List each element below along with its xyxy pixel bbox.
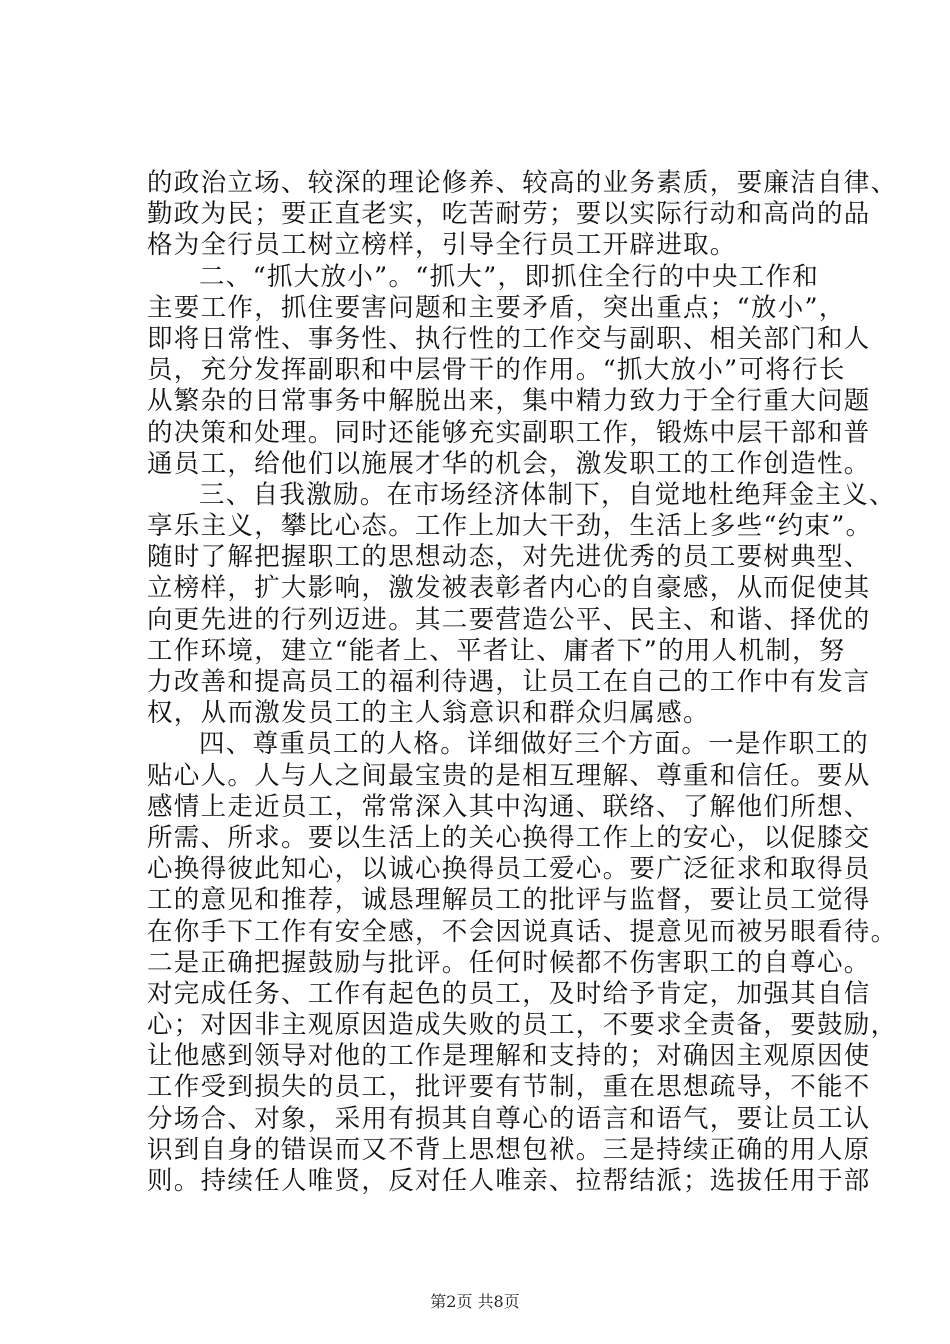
text-line: 勤政为民；要正直老实，吃苦耐劳；要以实际行动和高尚的品	[147, 199, 871, 230]
text-line: 感情上走近员工，常常深入其中沟通、联络、了解他们所想、	[147, 791, 871, 822]
text-line: 权，从而激发员工的主人翁意识和群众归属感。	[147, 698, 710, 729]
body-text	[147, 168, 898, 1197]
text-line: 二、“抓大放小”。“抓大”，即抓住全行的中央工作和	[199, 261, 820, 292]
text-line: 二是正确把握鼓励与批评。任何时候都不伤害职工的自尊心。	[147, 947, 871, 978]
text-line: 员，充分发挥副职和中层骨干的作用。“抓大放小”可将行长	[147, 355, 846, 386]
text-line: 的决策和处理。同时还能够充实副职工作，锻炼中层干部和普	[147, 417, 871, 448]
text-line: 所需、所求。要以生活上的关心换得工作上的安心，以促膝交	[147, 822, 871, 853]
text-line: 从繁杂的日常事务中解脱出来，集中精力致力于全行重大问题	[147, 386, 871, 417]
page-footer	[0, 1292, 950, 1312]
text-line: 贴心人。人与人之间最宝贵的是相互理解、尊重和信任。要从	[147, 760, 871, 791]
text-line: 心；对因非主观原因造成失败的员工，不要求全责备，要鼓励，	[147, 1010, 898, 1041]
text-line: 工作受到损失的员工，批评要有节制，重在思想疏导，不能不	[147, 1072, 871, 1103]
text-line: 分场合、对象，采用有损其自尊心的语言和语气，要让员工认	[147, 1103, 871, 1134]
text-line: 三、自我激励。在市场经济体制下，自觉地杜绝拜金主义、	[199, 479, 896, 510]
text-line: 则。持续任人唯贤，反对任人唯亲、拉帮结派；选拔任用于部	[147, 1166, 871, 1196]
text-line: 主要工作，抓住要害问题和主要矛盾，突出重点；“放小”，	[147, 292, 846, 323]
text-line: 享乐主义，攀比心态。工作上加大干劲，生活上多些“约束”。	[147, 511, 873, 542]
text-line: 的政治立场、较深的理论修养、较高的业务素质，要廉洁自律、	[147, 168, 898, 198]
text-line: 对完成任务、工作有起色的员工，及时给予肯定，加强其自信	[147, 978, 871, 1009]
text-line: 心换得彼此知心，以诚心换得员工爱心。要广泛征求和取得员	[147, 854, 871, 885]
text-line: 即将日常性、事务性、执行性的工作交与副职、相关部门和人	[147, 323, 871, 354]
text-line: 通员工，给他们以施展才华的机会，激发职工的工作创造性。	[147, 448, 871, 479]
text-line: 让他感到领导对他的工作是理解和支持的；对确因主观原因使	[147, 1041, 871, 1072]
text-line: 力改善和提高员工的福利待遇，让员工在自己的工作中有发言	[147, 667, 871, 697]
text-line: 随时了解把握职工的思想动态，对先进优秀的员工要树典型、	[147, 542, 871, 573]
text-line: 向更先进的行列迈进。其二要营造公平、民主、和谐、择优的	[147, 604, 871, 635]
text-line: 立榜样，扩大影响，激发被表彰者内心的自豪感，从而促使其	[147, 573, 871, 604]
text-line: 识到自身的错误而又不背上思想包袱。三是持续正确的用人原	[147, 1134, 871, 1165]
text-line: 工的意见和推荐，诚恳理解员工的批评与监督，要让员工觉得	[147, 885, 871, 916]
text-line: 四、尊重员工的人格。详细做好三个方面。一是作职工的	[199, 729, 870, 760]
text-line: 在你手下工作有安全感，不会因说真话、提意见而被另眼看待。	[147, 916, 898, 947]
text-line: 工作环境，建立“能者上、平者让、庸者下”的用人机制，努	[147, 635, 846, 666]
text-line: 格为全行员工树立榜样，引导全行员工开辟进取。	[147, 230, 737, 261]
page-number-label: 第2页 共8页	[430, 1292, 520, 1311]
